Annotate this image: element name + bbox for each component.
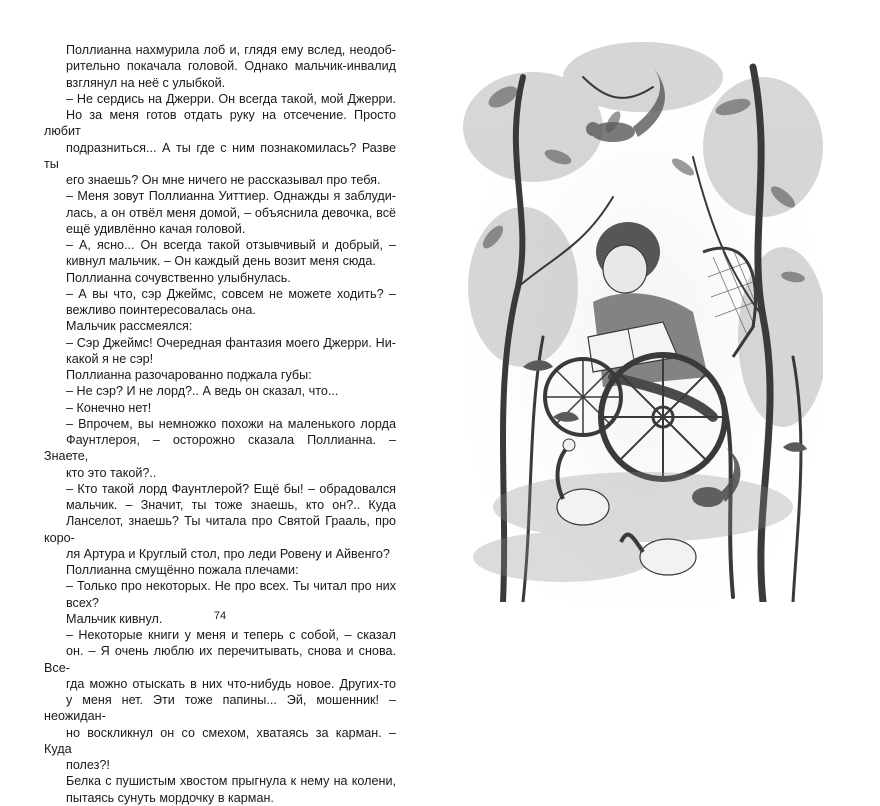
text-line: Поллианна сочувственно улыбнулась. bbox=[66, 270, 291, 285]
text-line: ещё удивлённо качая головой. bbox=[66, 221, 246, 236]
paragraph bbox=[44, 188, 396, 237]
text-line: кивнул мальчик. – Он каждый день возит меня сюда. bbox=[66, 254, 376, 269]
text-line: пытаясь сунуть мордочку в карман. bbox=[66, 790, 274, 805]
text-line: взглянул на неё с улыбкой. bbox=[66, 75, 226, 90]
paragraph bbox=[44, 318, 396, 334]
text-column bbox=[44, 42, 396, 806]
text-line: кто это такой?.. bbox=[66, 465, 157, 480]
paragraph bbox=[44, 481, 396, 562]
paragraph bbox=[44, 335, 396, 368]
text-line: Поллианна смущённо пожала плечами: bbox=[66, 563, 299, 577]
text-line: – Кто такой лорд Фаунтлерой? Ещё бы! – обрадовался bbox=[66, 481, 396, 496]
text-line: – Не сэр? И не лорд?.. А ведь он сказал, что... bbox=[66, 384, 339, 399]
paragraph bbox=[44, 383, 396, 399]
paragraph bbox=[44, 286, 396, 319]
paragraph bbox=[44, 773, 396, 806]
text-line: – Некоторые книги у меня и теперь с собой, – сказал bbox=[66, 628, 396, 642]
small-wheel-icon bbox=[545, 359, 621, 435]
paragraph bbox=[44, 42, 396, 91]
text-line: – Меня зовут Поллианна Уиттиер. Однажды я заблуди- bbox=[66, 189, 396, 204]
paragraph bbox=[44, 400, 396, 416]
text-line: его знаешь? Он мне ничего не рассказывал про тебя. bbox=[66, 173, 381, 187]
illustration-page bbox=[440, 0, 880, 660]
text-line: рительно покачала головой. Однако мальчик-инвалид bbox=[66, 59, 396, 74]
paragraph bbox=[44, 416, 396, 481]
text-line: Но за меня готов отдать руку на отсечение. Просто любит bbox=[44, 108, 396, 139]
page-number: 74 bbox=[213, 610, 227, 622]
text-line: гда можно отыскать в них что-нибудь новое. Других-то bbox=[66, 676, 396, 691]
text-line: какой я не сэр! bbox=[66, 351, 154, 366]
text-line: – А вы что, сэр Джеймс, совсем не можете ходить? – bbox=[66, 286, 396, 301]
text-line: Белка с пушистым хвостом прыгнула к нему на колени, bbox=[66, 774, 396, 789]
paragraph bbox=[44, 627, 396, 773]
text-line: Мальчик кивнул. bbox=[66, 611, 163, 626]
text-line: – Впрочем, вы немножко похожи на маленького лорда bbox=[66, 416, 396, 431]
illustration-drawing bbox=[463, 37, 823, 602]
text-line: полез?! bbox=[66, 758, 110, 772]
text-line: – Не сердись на Джерри. Он всегда такой, мой Джерри. bbox=[66, 91, 396, 106]
text-line: – Конечно нет! bbox=[66, 400, 152, 415]
paragraph bbox=[44, 367, 396, 383]
paragraph bbox=[44, 237, 396, 270]
text-line: Фаунтлероя, – осторожно сказала Поллианна. – Знаете, bbox=[44, 433, 396, 464]
text-line: подразниться... А ты где с ним познакомилась? Разве ты bbox=[44, 140, 396, 171]
boy-in-wheelchair-illustration bbox=[463, 37, 823, 602]
text-line: но воскликнул он со смехом, хватаясь за карман. – Куда bbox=[44, 725, 396, 756]
text-page bbox=[0, 0, 440, 805]
paragraph bbox=[44, 562, 396, 578]
paragraph bbox=[44, 578, 396, 611]
text-line: Поллианна нахмурила лоб и, глядя ему вслед, неодоб- bbox=[66, 43, 396, 57]
text-line: вежливо поинтересовалась она. bbox=[66, 303, 256, 317]
text-line: Поллианна разочарованно поджала губы: bbox=[66, 368, 312, 382]
boy-face bbox=[603, 245, 647, 293]
text-line: Ланселот, знаешь? Ты читала про Святой Грааль, про коро- bbox=[44, 514, 396, 545]
text-line: мальчик. – Значит, ты тоже знаешь, кто он?.. Куда bbox=[66, 498, 396, 512]
text-line: ля Артура и Круглый стол, про леди Ровену и Айвенго? bbox=[66, 546, 390, 561]
paragraph bbox=[44, 270, 396, 286]
text-line: – Только про некоторых. Не про всех. Ты читал про них bbox=[66, 579, 396, 594]
text-line: лась, а он отвёл меня домой, – объяснила девочка, всё bbox=[66, 205, 396, 220]
text-line: он. – Я очень люблю их перечитывать, снова и снова. Все- bbox=[44, 644, 396, 675]
text-line: – А, ясно... Он всегда такой отзывчивый и добрый, – bbox=[66, 238, 396, 252]
text-line: Мальчик рассмеялся: bbox=[66, 319, 193, 334]
wheelchair-wheel-icon bbox=[601, 355, 725, 479]
text-line: всех? bbox=[66, 595, 99, 610]
text-line: у меня нет. Эти тоже папины... Эй, мошенник! – неожидан- bbox=[44, 693, 396, 724]
paragraph bbox=[44, 91, 396, 189]
text-line: – Сэр Джеймс! Очередная фантазия моего Джерри. Ни- bbox=[66, 335, 396, 350]
